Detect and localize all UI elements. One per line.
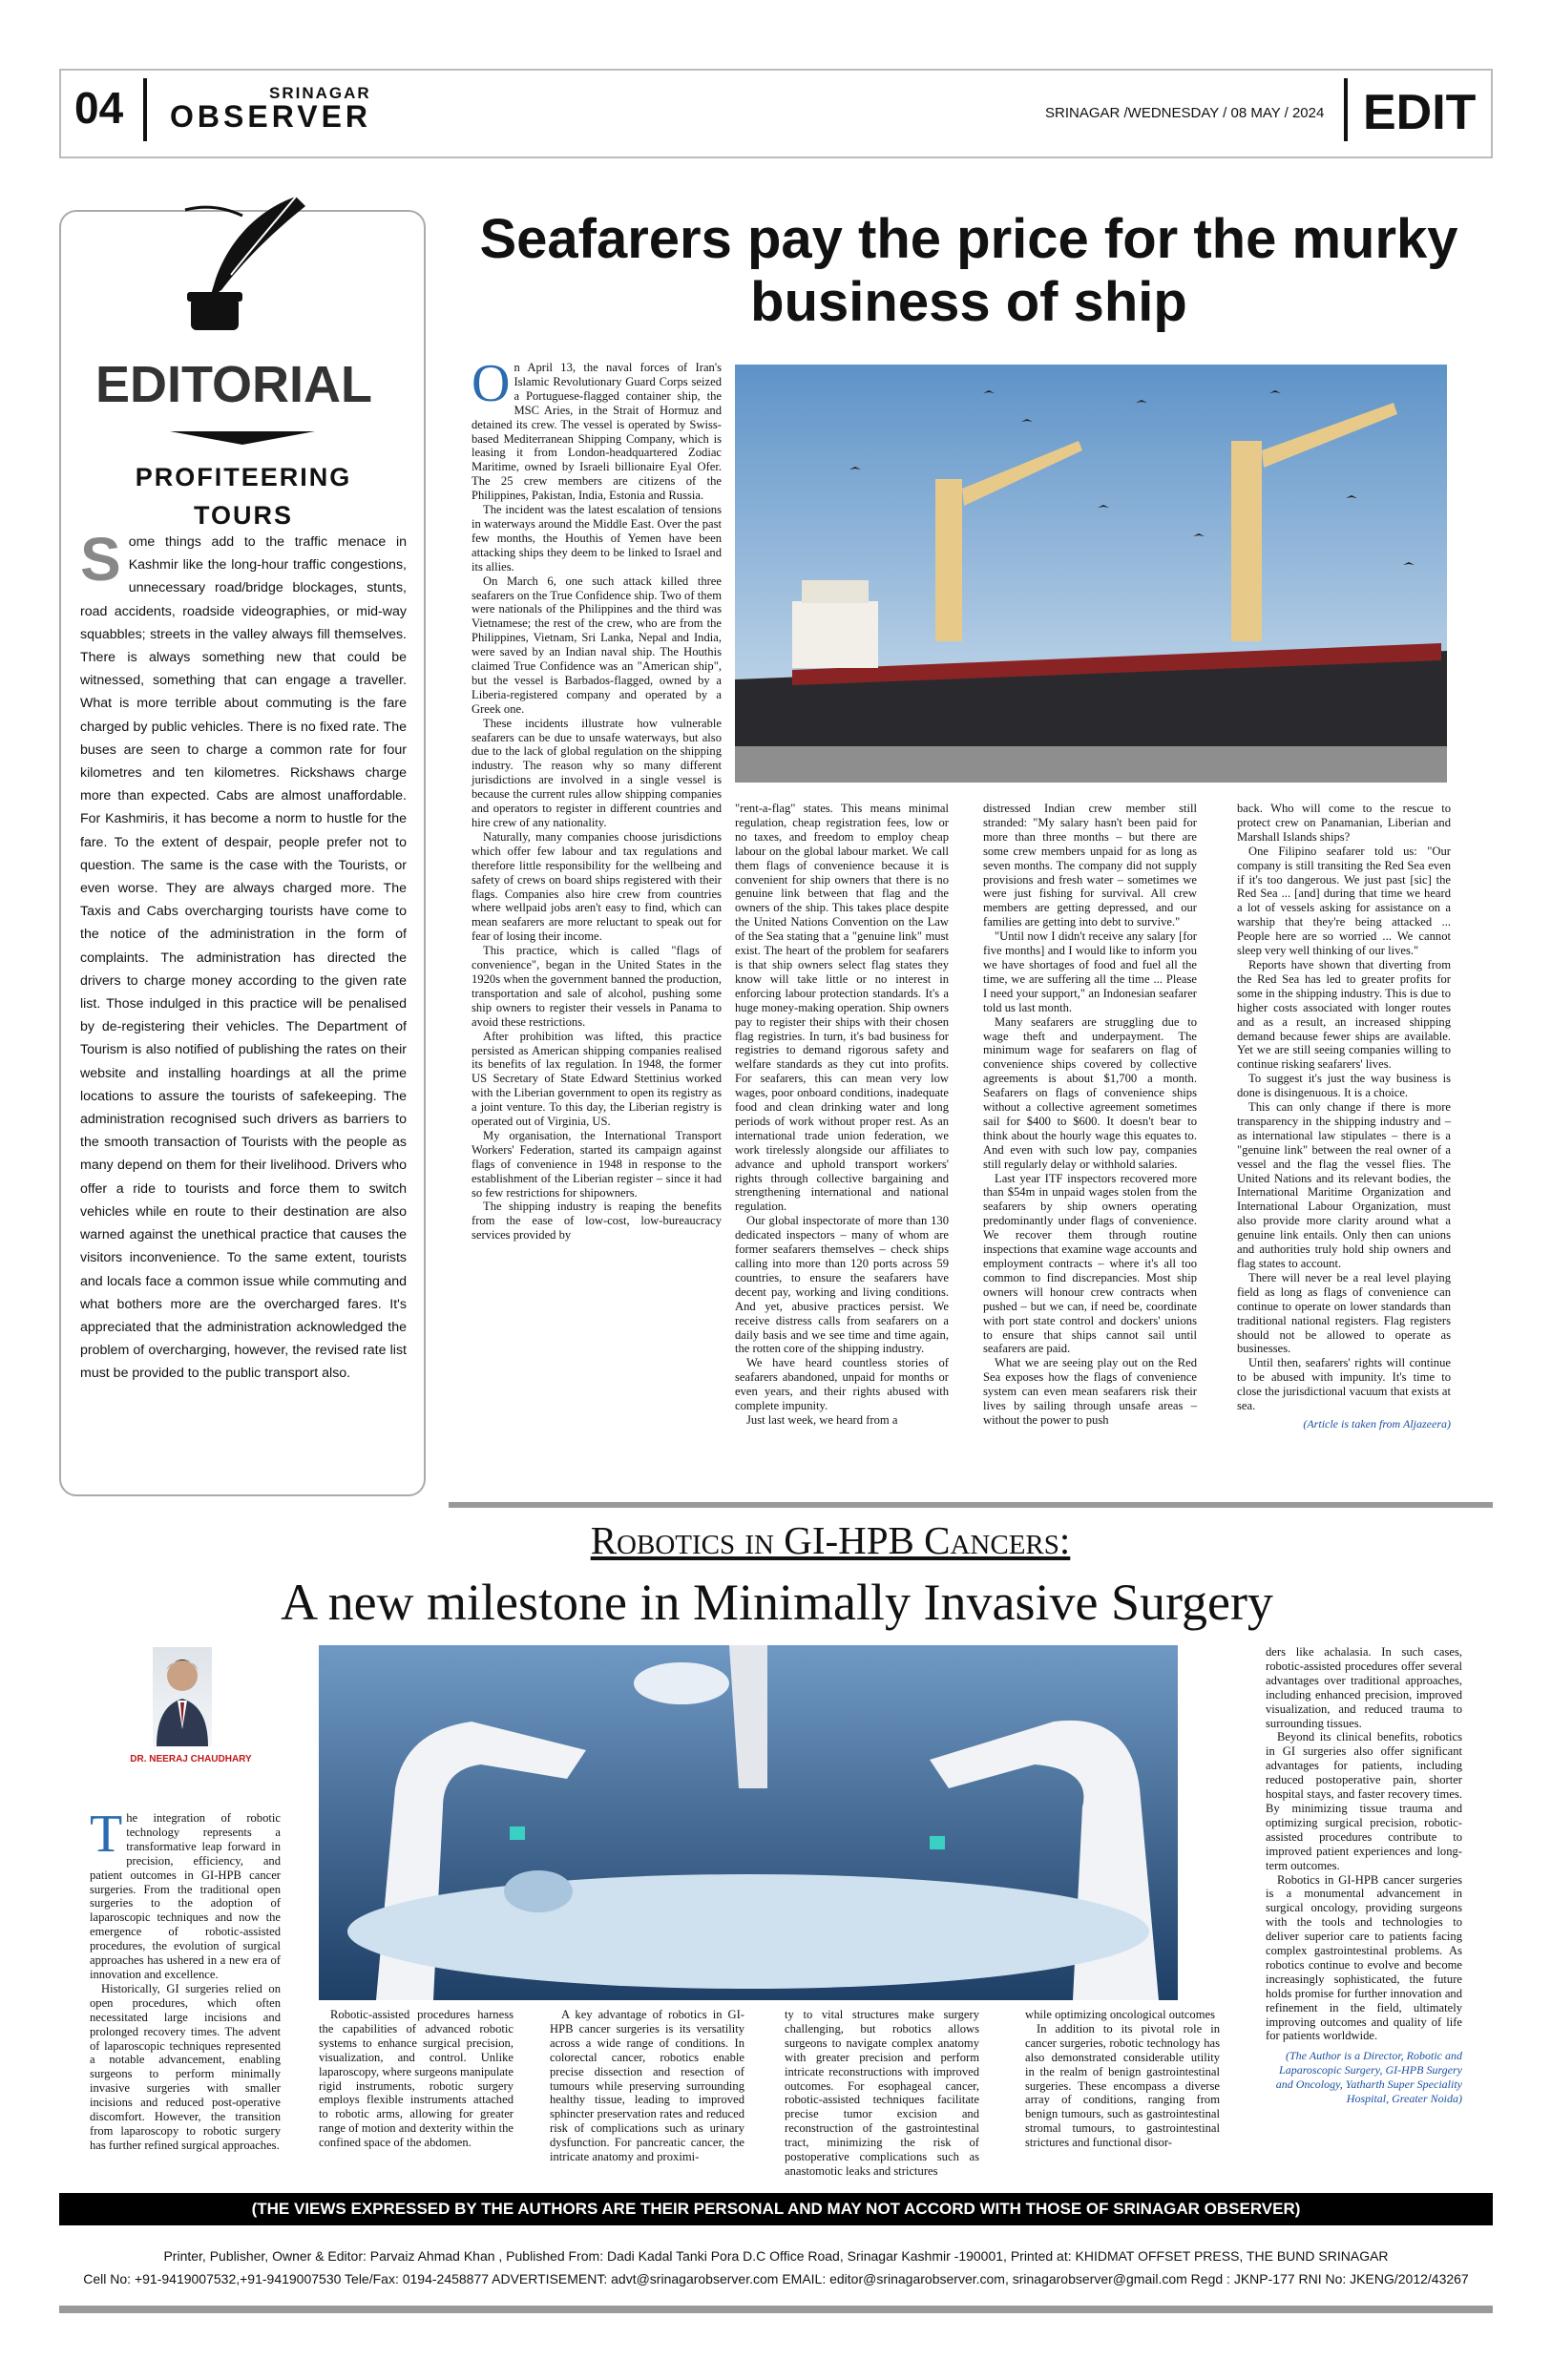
paragraph: "rent-a-flag" states. This means minimal regulation, cheap registration fees, low or no taxes, and freedom to employ cheap labour on the global labour market. We call them flags of convenience because it is convenient for ship owners that there is no genuine link between that flag and the owners of the ship. This takes place despite the United Nations Convention on the Law of the Sea stating that a "genuine link" must exist. The heart of the problem for seafarers is that ship owners select flag states they know will take little or no interest in enforcing labour protection standards. It's a huge money-making operation. Ship owners pay to register their ships with their chosen flag registries. In turn, it's bad business for registries to demand rigorous safety and welfare standards as they cut into profits. For seafarers, this can mean very low wages, poor onboard conditions, inadequate food and clean drinking water and long periods of work without proper rest. As an international trade union federation, we work tirelessly alongside our affiliates to advance and uphold transport workers' rights through collective bargaining and strengthening international and national regulation.: [735, 802, 949, 1214]
paragraph: The incident was the latest escalation of tensions in waterways around the Middle East. Over the past few months, the Houthis of Yemen have been attacking ships they deem to be linked to Israel and its allies.: [472, 503, 722, 574]
section-rule: [449, 1502, 1493, 1508]
brand-logo: OBSERVER: [170, 99, 372, 134]
editorial-title-line1: PROFITEERING: [135, 463, 352, 491]
paragraph: There will never be a real level playing field as long as flags of convenience can continue to operate on lower standards than traditional national registers. Flag registers should not be allowed to operate as businesses.: [1237, 1270, 1451, 1356]
imprint-line-1: Printer, Publisher, Owner & Editor: Parvaiz Ahmad Khan , Published From: Dadi Kadal Tanki Pora D.C Office Road, Srinagar Kashmir -190001, Printed at: KHIDMAT OFFSET PRESS, THE BUND SRINAGAR: [163, 2248, 1389, 2264]
paragraph: This can only change if there is more transparency in the shipping industry and – as international law stipulates – there is a "genuine link" between the real owner of a vessel and the flag the vessel flies. The United Nations and its relevant bodies, the International Maritime Organization and International Labour Organization, must also provide more clarity around what a genuine link entails. Only then can unions and authorities truly hold ship owners and flag states to account.: [1237, 1100, 1451, 1270]
disclaimer-bar: (THE VIEWS EXPRESSED BY THE AUTHORS ARE THEIR PERSONAL AND MAY NOT ACCORD WITH THOSE OF SRINAGAR OBSERVER): [59, 2193, 1493, 2225]
paragraph: The shipping industry is reaping the benefits from the ease of low-cost, low-bureaucracy services provided by: [472, 1200, 722, 1242]
paragraph: These incidents illustrate how vulnerable seafarers can be due to unsafe waterways, but also due to the lack of global regulation on the shipping industry. The reason why so many different jurisdictions are involved in a single vessel is because the current rules allow shipping companies and operators to register in different countries and hire crew of any nationality.: [472, 716, 722, 829]
paragraph: Many seafarers are struggling due to wage theft and underpayment. The minimum wage for seafarers on flag of convenience ships covered by collective agreements is about $1,700 a month. Seafarers on flags of convenience ships without a collective agreement sometimes sail for $400 to $600. It doesn't bear to think about the hourly wage this equates to. And even with such low pay, companies still regularly delay or withhold salaries.: [983, 1014, 1197, 1171]
robotic-surgery-photo: [319, 1645, 1178, 2000]
footer-rule: [59, 2306, 1493, 2313]
paragraph: On March 6, one such attack killed three seafarers on the True Confidence ship. Two of them were nationals of the Philippines and the third was Vietnamese; the rest of the crew, who are from the Philippines, Vietnam, Sri Lanka, Nepal and India, were saved by an Indian naval ship. The Houthis claimed True Confidence was an "American ship", but the vessel is Barbados-flagged, owned by a Liberia-registered company and operated by a Greek one.: [472, 574, 722, 716]
paragraph: Last year ITF inspectors recovered more than $54m in unpaid wages stolen from the seafarers by ship owners operating predominantly under flags of convenience. We recover them through routine inspections that examine wage accounts and employment contracts – where it's all too common to find discrepancies. Most ship owners will honour crew contracts when pushed – but we can, if need be, coordinate with port state control and dockers' unions to ensure that ships cannot sail until seafarers are paid.: [983, 1171, 1197, 1356]
page-number: 04: [74, 83, 124, 133]
editorial-title-line2: TOURS: [193, 501, 293, 530]
article-column-3: [983, 802, 1197, 1428]
paragraph: We have heard countless stories of seafarers abandoned, unpaid for months or even years, and their rights abused with complete impunity.: [735, 1356, 949, 1413]
paragraph: Robotics in GI-HPB cancer surgeries is a monumental advancement in surgical oncology, providing surgeons with the tools and technologies to deliver superior care to patients facing complex gastrointestinal problems. As robotics continue to evolve and become increasingly sophisticated, the future holds promise for further innovation and refinement in the field, ultimately improving outcomes and quality of life for patients worldwide.: [1266, 1872, 1462, 2043]
masthead-divider: [1344, 78, 1348, 141]
paragraph: To suggest it's just the way business is done is disingenuous. It is a choice.: [1237, 1072, 1451, 1100]
article-column-2: [735, 802, 949, 1428]
drop-cap: T: [90, 1805, 123, 1864]
paragraph: Just last week, we heard from a: [746, 1412, 898, 1427]
masthead-divider: [143, 78, 147, 141]
article-column-1: [472, 354, 722, 1242]
paragraph: he integration of robotic technology represents a transformative leap forward in precision, efficiency, and patient outcomes in GI-HPB cancer surgeries. From the traditional open surgeries to the adoption of laparoscopic techniques and now the emergence of robotic-assisted procedures, the evolution of surgical approaches has ushered in a new era of innovation and excellence.: [90, 1811, 281, 1981]
article2-column-5: [1025, 2008, 1220, 2150]
paragraph: Robotic-assisted procedures harness the capabilities of advanced robotic systems to enhance surgical precision, visualization, and control. Unlike laparoscopy, where surgeons manipulate rigid instruments, robotic surgery employs flexible instruments attached to robotic arms, allowing for greater range of motion and dexterity within the confined space of the abdomen.: [319, 2008, 514, 2150]
paragraph: My organisation, the International Transport Workers' Federation, started its campaign against flags of convenience in 1948 in response to the establishment of the Liberian register – since it had so few restrictions for shipowners.: [472, 1128, 722, 1200]
paragraph: A key advantage of robotics in GI-HPB cancer surgeries is its versatility across a wide range of conditions. In colorectal cancer, robotics enable precise dissection and resection of tumours while preserving surrounding healthy tissue, leading to improved sphincter preservation rates and reduced risk of complications such as urinary dysfunction. For pancreatic cancer, the intricate anatomy and proximi-: [550, 2008, 744, 2164]
article2-column-4: [785, 2008, 979, 2179]
editorial-text: ome things add to the traffic menace in Kashmir like the long-hour traffic congestions, unnecessary road/bridge blockages, stunts, road accidents, roadside videographies, or mid-way squabbles; streets in the valley always fill themselves. There is always something new that could be witnessed, something that can engage a traveller. What is more terrible about commuting is the fare charged by public vehicles. There is no fixed rate. The buses are seen to charge a common rate for four kilometres and ten kilometres. Rickshaws charge more than expected. Cabs are almost unaffordable. For Kashmiris, it has become a norm to hustle for the fare. To the extent of despair, people prefer not to question. The same is the case with the Tourists, or even worse. They are always charged more. The Taxis and Cabs overcharging tourists have come to the notice of the administration in the form of complaints. The administration has directed the drivers to charge money according to the given rate list. Those indulged in this practice will be penalised by de-registering their vehicles. The Department of Tourism is also notified of publishing the rates on their website and installing hoardings at all the prime locations to assure the tourists of safekeeping. The administration recognised such drivers as barriers to the smooth transaction of Tourists with the people as many depend on them for their livelihood. Drivers who offer a ride to tourists and force them to switch vehicles while en route to their destination are also warned against the unethical practice that causes the visitors inconvenience. To the same extent, tourists and locals face a common issue while commuting and what bothers more are the overcharged fares. It's appreciated that the administration acknowledged the problem of overcharging, however, the revised rate list must be provided to the public transport also.: [80, 534, 407, 1382]
paragraph: This practice, which is called "flags of convenience", began in the United States in the 1920s when the government banned the production, transportation and sale of alcohol, pushing some ship owners to register their vessels in Panama to avoid these restrictions.: [472, 944, 722, 1029]
paragraph: "Until now I didn't receive any salary [for five months] and I would like to inform you we have shortages of food and fuel all the time, we are suffering all the time ... Please I need your support," an Indonesian seafarer told us last month.: [983, 929, 1197, 1014]
editorial-body: [80, 525, 407, 1386]
drop-cap: S: [80, 525, 121, 594]
paragraph: Our global inspectorate of more than 130 dedicated inspectors – many of whom are former seafarers themselves – check ships calling into more than 120 ports across 59 countries, to ensure the seafarers have decent pay, working and living conditions. And yet, abusive practices persist. We receive distress calls from seafarers on a daily basis and we see time and time again, the rotten core of the shipping industry.: [735, 1214, 949, 1356]
paragraph: back. Who will come to the rescue to protect crew on Panamanian, Liberian and Marshall Islands ships?: [1237, 802, 1451, 844]
drop-cap: O: [472, 354, 511, 413]
editorial-heading: EDITORIAL: [95, 356, 373, 413]
article2-column-3: [550, 2008, 744, 2164]
paragraph: while optimizing oncological outcomes: [1025, 2008, 1216, 2021]
author-note: (The Author is a Director, Robotic and Laparoscopic Surgery, GI-HPB Surgery and Oncology, Yatharth Super Speciality Hospital, Greater Noida): [1275, 2049, 1462, 2106]
article2-column-1: [90, 1805, 281, 2153]
article2-column-6: [1266, 1645, 1462, 2106]
paragraph: In addition to its pivotal role in cancer surgeries, robotic technology has also demonstrated considerable utility in the realm of benign gastrointestinal surgeries. These encompass a diverse array of conditions, ranging from benign tumours, such as gastrointestinal stromal tumours, to gastrointestinal strictures and functional disor-: [1025, 2021, 1220, 2150]
article-kicker: Robotics in GI-HPB Cancers:: [590, 1518, 1071, 1562]
paragraph: ty to vital structures make surgery challenging, but robotics allows surgeons to navigate complex anatomy with greater precision and perform intricate reconstructions with improved outcomes. For esophageal cancer, robotic-assisted techniques facilitate precise tumor excision and reconstruction of the gastrointestinal tract, minimizing the risk of postoperative complications such as anastomotic leaks and strictures: [785, 2008, 979, 2178]
paragraph: n April 13, the naval forces of Iran's Islamic Revolutionary Guard Corps seized a Portuguese-flagged container ship, the MSC Aries, in the Strait of Hormuz and detained its crew. The vessel is operated by Swiss-based Mediterranean Shipping Company, which is leasing it from London-headquartered Zodiac Maritime, owned by Israeli billionaire Eyal Ofer. The 25 crew members are citizens of the Philippines, Pakistan, India, Estonia and Russia.: [472, 361, 722, 503]
imprint-line-2: Cell No: +91-9419007532,+91-9419007530 Tele/Fax: 0194-2458877 ADVERTISEMENT: advt@srinagarobserver.com EMAIL: editor@srinagarobserver.com, srinagarobserver@gmail.com Regd : JKNP-177 RNI No: JKENG/2012/43267: [83, 2271, 1469, 2286]
paragraph: What we are seeing play out on the Red Sea exposes how the flags of convenience system can even mean seafarers risk their lives by sailing through unsafe areas – without the power to push: [983, 1356, 1197, 1427]
paragraph: After prohibition was lifted, this practice persisted as American shipping companies realised its benefits of lax regulation. In 1948, the former US Secretary of State Edward Stettinius worked with the Liberian government to open its registry as a joint venture. To this day, the Liberian registry is operated out of Virginia, US.: [472, 1029, 722, 1129]
author-photo: [153, 1647, 212, 1746]
paragraph: ders like achalasia. In such cases, robotic-assisted procedures offer several advantages over traditional approaches, including enhanced precision, improved visualization, and reduced trauma to surrounding tissues.: [1266, 1645, 1462, 1730]
brand-top: SRINAGAR: [269, 84, 371, 102]
paragraph: Beyond its clinical benefits, robotics in GI surgeries also offer significant advantages for patients, including reduced postoperative pain, shorter hospital stays, and faster recovery times. By minimizing tissue trauma and optimizing surgical precision, robotic-assisted procedures contribute to improved patient experiences and long-term outcomes.: [1266, 1730, 1462, 1872]
paragraph: Historically, GI surgeries relied on open procedures, which often necessitated large incisions and prolonged recovery times. The advent of laparoscopic techniques represented a notable advancement, enabling surgeons to perform minimally invasive surgeries with smaller incisions and reduced post-operative discomfort. However, the transition from laparoscopy to robotic surgery has further refined surgical approaches.: [90, 1981, 281, 2152]
dateline: SRINAGAR /WEDNESDAY / 08 MAY / 2024: [1045, 105, 1325, 121]
article-headline: A new milestone in Minimally Invasive Surgery: [281, 1574, 1273, 1631]
quill-ink-icon: [172, 191, 315, 336]
ship-photo: [735, 365, 1447, 783]
paragraph: distressed Indian crew member still stranded: "My salary hasn't been paid for more than three months – but there are some crew members unpaid for as long as seven months. The company did not supply provisions and fresh water – sometimes we were just fishing for survival. All crew members are getting depressed, and our families are getting into debt to survive.": [983, 802, 1197, 929]
paragraph: One Filipino seafarer told us: "Our company is still transiting the Red Sea even if it's too dangerous. We just past [sic] the Red Sea ... [and] during that time we heard a lot of vessels asking for assistance on a warship that they're being attacked ... People here are so worried ... We cannot sleep very well thinking of our lives.": [1237, 844, 1451, 958]
paragraph: Until then, seafarers' rights will continue to be abused with impunity. It's time to close the jurisdictional vacuum that exists at sea.: [1237, 1356, 1451, 1413]
author-name: DR. NEERAJ CHAUDHARY: [130, 1754, 252, 1764]
paragraph: Naturally, many companies choose jurisdictions which offer few labour and tax regulations and therefore little responsibility for the wellbeing and safety of crews on board ships registered with their flags. Companies also hire crew from countries where wellpaid jobs aren't easy to find, which can mean seafarers are more reluctant to speak out for fear of losing their income.: [472, 829, 722, 944]
article-column-4: [1237, 802, 1451, 1431]
section-label: EDIT: [1363, 85, 1477, 140]
article-headline: Seafarers pay the price for the murky business of ship: [479, 208, 1458, 333]
source-note: (Article is taken from Aljazeera): [1303, 1416, 1451, 1430]
editorial-title: [76, 458, 410, 534]
article2-column-2: [319, 2008, 514, 2150]
paragraph: Reports have shown that diverting from the Red Sea has led to greater profits for some in the shipping industry. This is due to higher costs associated with longer routes and as a result, an increased shipping demand because fewer ships are available. Yet we are still seeing companies willing to continue risking seafarers' lives.: [1237, 957, 1451, 1072]
arrow-down-icon: [170, 431, 315, 445]
